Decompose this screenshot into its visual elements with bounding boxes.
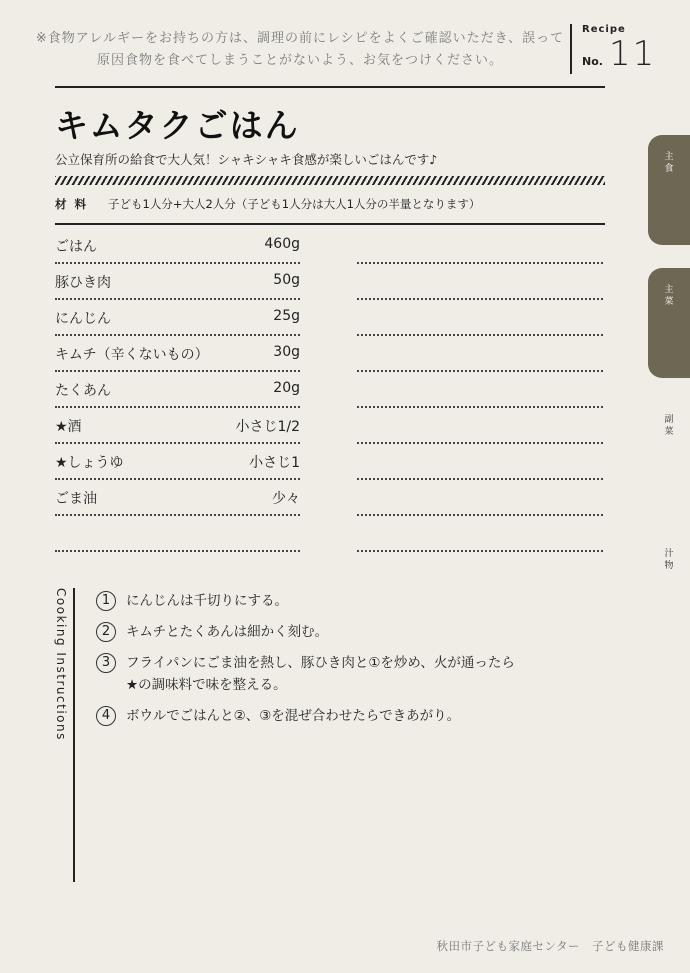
step-number: 3 (96, 653, 116, 673)
top-divider (55, 86, 605, 88)
recipe-subtitle: 公立保育所の給食で大人気！シャキシャキ食感が楽しいごはんです♪ (55, 152, 438, 167)
ingredient-list (55, 228, 300, 552)
step-text: ボウルでごはんと②、③を混ぜ合わせたらできあがり。 (126, 708, 461, 724)
ingredients-label: 材料 (55, 197, 94, 211)
ingredient-amount: 少々 (272, 491, 300, 507)
ingredient-name: ごはん (55, 239, 97, 255)
ingredient-amount: 20g (273, 380, 300, 396)
blank-line (357, 264, 603, 300)
ingredient-row (55, 372, 300, 408)
blank-line (357, 228, 603, 264)
recipe-title: キムタクごはん (55, 106, 300, 145)
ingredient-row (55, 228, 300, 264)
recipe-number: 11 (608, 34, 657, 74)
ingredient-name: ★酒 (55, 419, 82, 435)
tab-category[interactable] (648, 414, 690, 454)
ingredient-name: ごま油 (55, 491, 97, 507)
blank-line (357, 480, 603, 516)
recipe-no-label: No. (582, 55, 603, 68)
blank-line (357, 300, 603, 336)
tab-label: 副 菜 (664, 415, 674, 437)
tab-label: 主 食 (664, 152, 674, 174)
step-number: 1 (96, 591, 116, 611)
ingredient-amount: 小さじ1 (249, 455, 300, 471)
instruction-step (96, 621, 596, 643)
ingredients-header (55, 196, 480, 212)
ingredient-name: キムチ（辛くないもの） (55, 347, 209, 363)
instruction-step (96, 705, 596, 727)
tab-label: 主 菜 (664, 285, 674, 307)
ingredient-name: たくあん (55, 383, 111, 399)
allergy-notice: ※食物アレルギーをお持ちの方は、調理の前にレシピをよくご確認いただき、誤って原因食物を食べてしまうことがないよう、お気をつけください。 (35, 31, 565, 68)
blank-line (357, 444, 603, 480)
ingredient-row (55, 444, 300, 480)
step-text: にんじんは千切りにする。 (126, 593, 288, 609)
ingredient-row (55, 516, 300, 552)
recipe-label: Recipe (582, 24, 626, 35)
tab-category[interactable] (648, 268, 690, 378)
ingredient-row (55, 480, 300, 516)
instruction-step (96, 652, 596, 696)
ingredient-row (55, 264, 300, 300)
ingredient-row (55, 300, 300, 336)
ingredient-name: 豚ひき肉 (55, 275, 111, 291)
blank-line (357, 516, 603, 552)
ingredients-divider (55, 223, 605, 225)
blank-line (357, 408, 603, 444)
ingredient-amount: 460g (264, 236, 300, 252)
ingredient-amount: 25g (273, 308, 300, 324)
ingredient-amount: 50g (273, 272, 300, 288)
tab-category[interactable] (648, 548, 690, 588)
ingredient-amount: 30g (273, 344, 300, 360)
cooking-instructions-label: Cooking Instructions (54, 588, 68, 741)
ingredient-row (55, 408, 300, 444)
step-number: 4 (96, 706, 116, 726)
instructions-rule (73, 588, 75, 882)
ingredient-name: ★しょうゆ (55, 455, 124, 471)
recipe-number-box (570, 24, 656, 74)
step-text: フライパンにごま油を熱し、豚ひき肉と①を炒め、火が通ったら ★の調味料で味を整える。 (126, 655, 515, 693)
blank-line (357, 336, 603, 372)
step-text: キムチとたくあんは細かく刻む。 (126, 624, 329, 640)
blank-line (357, 372, 603, 408)
instruction-step (96, 590, 596, 612)
tab-label: 汁 物 (664, 549, 674, 571)
ingredient-row (55, 336, 300, 372)
instruction-steps (96, 590, 596, 736)
hatch-divider (55, 176, 605, 185)
step-number: 2 (96, 622, 116, 642)
servings-text: 子ども1人分+大人2人分（子ども1人分は大人1人分の半量となります） (108, 197, 481, 211)
ingredient-name: にんじん (55, 311, 111, 327)
blank-ingredient-lines (357, 228, 603, 552)
tab-category[interactable] (648, 135, 690, 245)
footer-org: 秋田市子ども家庭センター 子ども健康課 (436, 939, 664, 953)
ingredient-amount: 小さじ1/2 (235, 419, 300, 435)
